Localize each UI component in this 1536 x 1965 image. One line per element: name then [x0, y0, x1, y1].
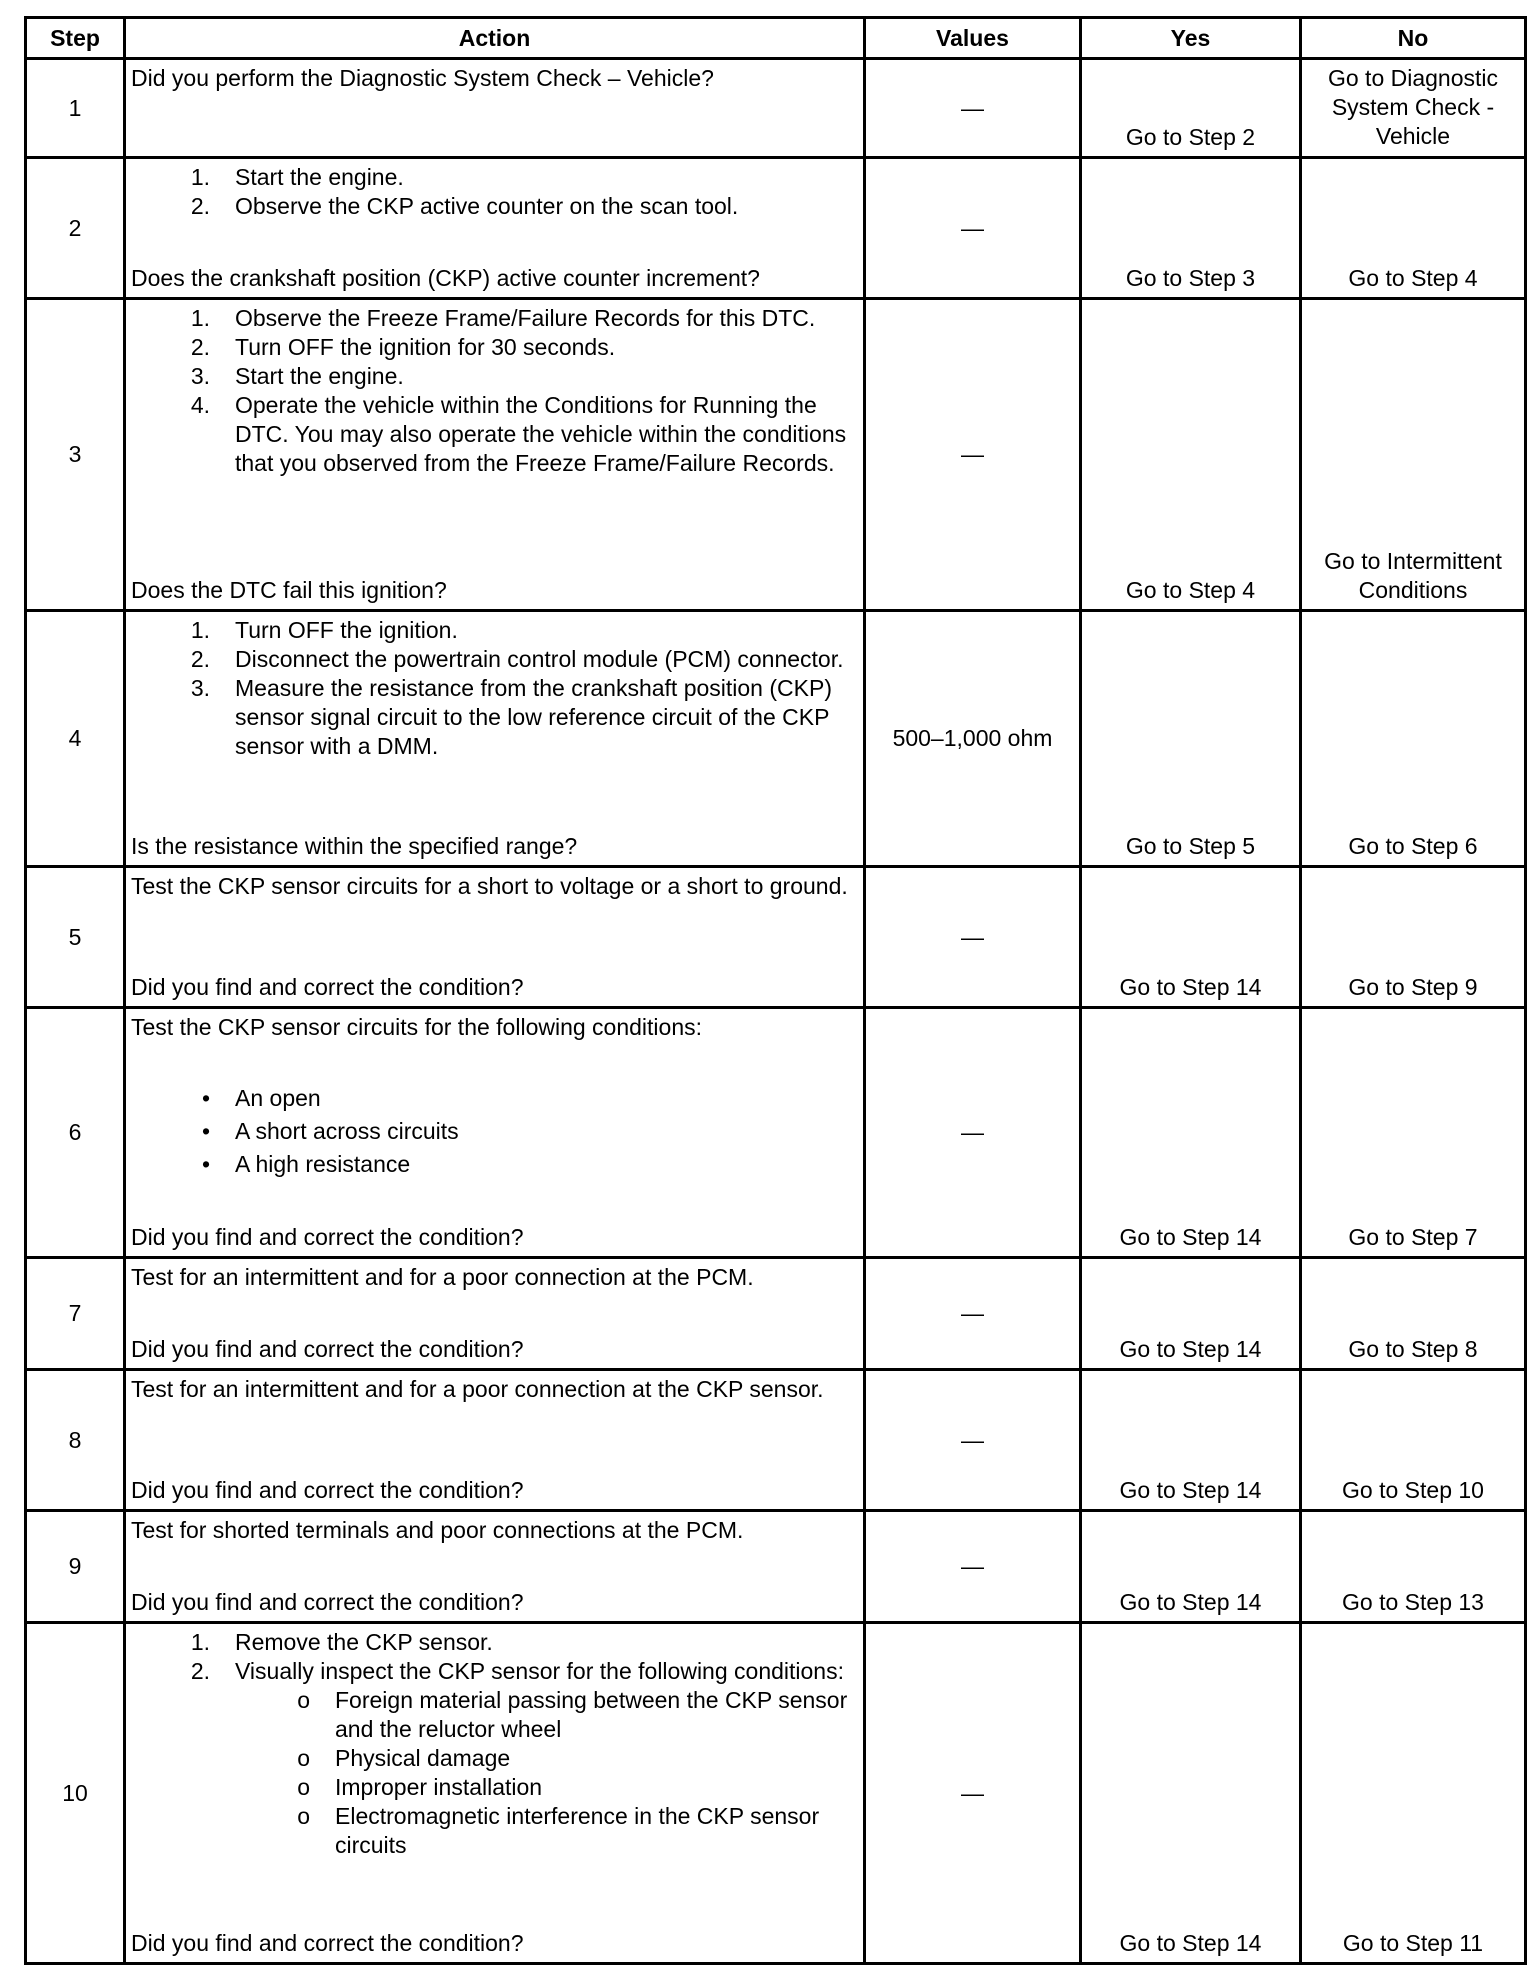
value-cell: — — [865, 158, 1081, 299]
no-cell: Go to Intermittent Conditions — [1301, 299, 1526, 611]
value-cell: — — [865, 1370, 1081, 1511]
no-cell: Go to Step 9 — [1301, 867, 1526, 1008]
list-item: 2. Observe the CKP active counter on the scan tool. — [190, 193, 739, 219]
yes-cell: Go to Step 14 — [1081, 1623, 1301, 1964]
header-action: Action — [125, 18, 865, 59]
action-cell — [125, 1258, 865, 1370]
action-cell — [125, 299, 865, 611]
step-number: 10 — [26, 1623, 125, 1964]
header-values: Values — [865, 18, 1081, 59]
action-question: Does the crankshaft position (CKP) active counter increment? — [131, 265, 760, 291]
action-cell — [125, 1623, 865, 1964]
no-cell: Go to Step 13 — [1301, 1511, 1526, 1623]
table-row — [26, 1258, 1526, 1370]
yes-cell: Go to Step 14 — [1081, 1370, 1301, 1511]
no-cell: Go to Step 6 — [1301, 611, 1526, 867]
table-row — [26, 299, 1526, 611]
value-cell: — — [865, 1258, 1081, 1370]
step-number: 3 — [26, 299, 125, 611]
list-item: • A high resistance — [201, 1151, 411, 1177]
diagnostic-table-document — [24, 16, 1524, 1965]
list-item: o Improper installation — [297, 1774, 543, 1800]
yes-cell: Go to Step 4 — [1081, 299, 1301, 611]
list-item: 2. Visually inspect the CKP sensor for the following conditions: — [190, 1658, 844, 1684]
no-cell: Go to Step 4 — [1301, 158, 1526, 299]
no-cell: Go to Step 10 — [1301, 1370, 1526, 1511]
action-text: Did you perform the Diagnostic System Check – Vehicle? — [131, 65, 714, 91]
list-item: 1. Turn OFF the ignition. — [190, 617, 458, 643]
action-question: Did you find and correct the condition? — [131, 1224, 524, 1250]
action-question: Did you find and correct the condition? — [131, 1477, 524, 1503]
list-item: 1. Remove the CKP sensor. — [190, 1629, 493, 1655]
step-number: 5 — [26, 867, 125, 1008]
list-item: • An open — [201, 1085, 321, 1111]
action-question: Did you find and correct the condition? — [131, 1930, 524, 1956]
step-number: 1 — [26, 59, 125, 158]
list-item: 1. Start the engine. — [190, 164, 404, 190]
header-row — [26, 18, 1526, 59]
no-cell: Go to Step 11 — [1301, 1623, 1526, 1964]
step-number: 6 — [26, 1008, 125, 1258]
action-question: Did you find and correct the condition? — [131, 1589, 524, 1615]
list-item: 2. Turn OFF the ignition for 30 seconds. — [190, 334, 616, 360]
yes-cell: Go to Step 5 — [1081, 611, 1301, 867]
table-row — [26, 1623, 1526, 1964]
action-cell — [125, 1008, 865, 1258]
action-question: Did you find and correct the condition? — [131, 1336, 524, 1362]
list-item: o Physical damage — [297, 1745, 511, 1771]
action-text: Test the CKP sensor circuits for a short to voltage or a short to ground. — [131, 873, 848, 899]
header-no: No — [1301, 18, 1526, 59]
value-cell: — — [865, 59, 1081, 158]
action-cell — [125, 611, 865, 867]
list-item: 1. Observe the Freeze Frame/Failure Records for this DTC. — [190, 305, 816, 331]
action-question: Is the resistance within the specified range? — [131, 833, 578, 859]
yes-cell: Go to Step 2 — [1081, 59, 1301, 158]
value-cell: — — [865, 867, 1081, 1008]
table-row — [26, 867, 1526, 1008]
no-cell: Go to Step 7 — [1301, 1008, 1526, 1258]
value-cell: — — [865, 1623, 1081, 1964]
yes-cell: Go to Step 3 — [1081, 158, 1301, 299]
header-yes: Yes — [1081, 18, 1301, 59]
step-number: 2 — [26, 158, 125, 299]
action-cell — [125, 59, 865, 158]
action-cell — [125, 158, 865, 299]
yes-cell: Go to Step 14 — [1081, 1511, 1301, 1623]
list-item: 4. Operate the vehicle within the Conditions for Running the DTC. You may also operate the vehicle within the conditions that you observed from the Freeze Frame/Failure Records. — [190, 392, 847, 476]
list-item: o Electromagnetic interference in the CKP sensor circuits — [297, 1803, 820, 1858]
yes-cell: Go to Step 14 — [1081, 1258, 1301, 1370]
step-number: 4 — [26, 611, 125, 867]
step-number: 7 — [26, 1258, 125, 1370]
value-cell: — — [865, 299, 1081, 611]
action-question: Did you find and correct the condition? — [131, 974, 524, 1000]
action-cell — [125, 1370, 865, 1511]
action-text: Test the CKP sensor circuits for the following conditions: — [131, 1014, 703, 1040]
action-text: Test for an intermittent and for a poor connection at the CKP sensor. — [131, 1376, 824, 1402]
step-number: 8 — [26, 1370, 125, 1511]
action-question: Does the DTC fail this ignition? — [131, 577, 447, 603]
value-cell: — — [865, 1511, 1081, 1623]
yes-cell: Go to Step 14 — [1081, 867, 1301, 1008]
step-number: 9 — [26, 1511, 125, 1623]
list-item: o Foreign material passing between the CKP sensor and the reluctor wheel — [297, 1687, 848, 1742]
yes-cell: Go to Step 14 — [1081, 1008, 1301, 1258]
no-cell: Go to Diagnostic System Check - Vehicle — [1301, 59, 1526, 158]
list-item: 3. Start the engine. — [190, 363, 404, 389]
list-item: 2. Disconnect the powertrain control module (PCM) connector. — [190, 646, 844, 672]
table-row — [26, 158, 1526, 299]
value-cell: 500–1,000 ohm — [865, 611, 1081, 867]
action-cell — [125, 1511, 865, 1623]
table-row — [26, 59, 1526, 158]
list-item: • A short across circuits — [201, 1118, 459, 1144]
table-row — [26, 1511, 1526, 1623]
diagnostic-table — [24, 16, 1527, 1965]
no-cell: Go to Step 8 — [1301, 1258, 1526, 1370]
value-cell: — — [865, 1008, 1081, 1258]
action-text: Test for an intermittent and for a poor connection at the PCM. — [131, 1264, 754, 1290]
list-item: 3. Measure the resistance from the crankshaft position (CKP) sensor signal circuit to the low reference circuit of the CKP sensor with a DMM. — [190, 675, 832, 759]
table-row — [26, 1008, 1526, 1258]
header-step: Step — [26, 18, 125, 59]
table-row — [26, 611, 1526, 867]
table-row — [26, 1370, 1526, 1511]
action-text: Test for shorted terminals and poor connections at the PCM. — [131, 1517, 744, 1543]
action-cell — [125, 867, 865, 1008]
